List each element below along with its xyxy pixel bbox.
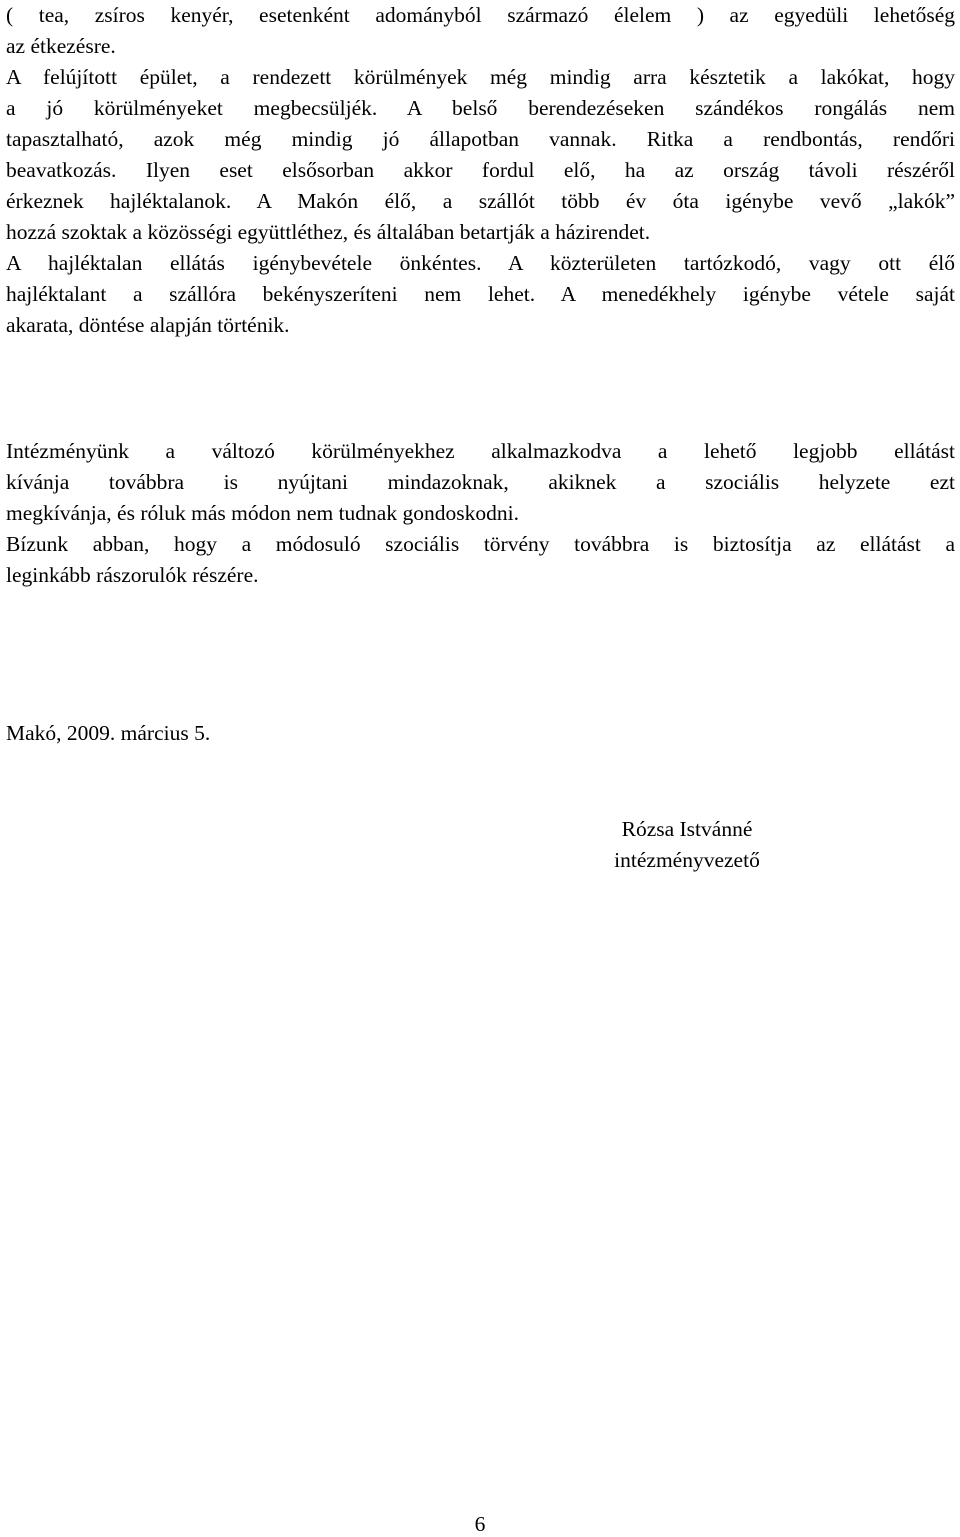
date-line: Makó, 2009. március 5. [6, 721, 211, 745]
paragraph-line: a jó körülményeket megbecsüljék. A belső berendezéseken szándékos rongálás nem [6, 96, 955, 120]
paragraph-line: megkívánja, és róluk más módon nem tudnak gondoskodni. [6, 501, 519, 525]
paragraph-line: beavatkozás. Ilyen eset elsősorban akkor fordul elő, ha az ország távoli részéről [6, 158, 955, 182]
paragraph-institution-outlook [6, 436, 955, 591]
paragraph-line: érkeznek hajléktalanok. A Makón élő, a szállót több év óta igénybe vevő „lakók” [6, 189, 955, 213]
page-number: 6 [474, 1512, 486, 1536]
paragraph-line: hajléktalant a szállóra bekényszeríteni nem lehet. A menedékhely igénybe vétele saját [6, 282, 955, 306]
paragraph-line: Bízunk abban, hogy a módosuló szociális törvény továbbra is biztosítja az ellátást a [6, 532, 955, 556]
paragraph-line: A felújított épület, a rendezett körülmények még mindig arra késztetik a lakókat, hogy [6, 65, 955, 89]
paragraph-line: akarata, döntése alapján történik. [6, 313, 290, 337]
paragraph-shelter-conditions [6, 0, 955, 341]
paragraph-line: ( tea, zsíros kenyér, esetenként adományból származó élelem ) az egyedüli lehetőség [6, 3, 955, 27]
signature-block [592, 814, 782, 876]
paragraph-line: kívánja továbbra is nyújtani mindazoknak, akiknek a szociális helyzete ezt [6, 470, 955, 494]
paragraph-line: tapasztalható, azok még mindig jó állapotban vannak. Ritka a rendbontás, rendőri [6, 127, 955, 151]
paragraph-line: A hajléktalan ellátás igénybevétele önkéntes. A közterületen tartózkodó, vagy ott élő [6, 251, 955, 275]
paragraph-line: leginkább rászorulók részére. [6, 563, 259, 587]
paragraph-line: hozzá szoktak a közösségi együttléthez, és általában betartják a házirendet. [6, 220, 651, 244]
signatory-name: Rózsa Istvánné [621, 817, 753, 841]
paragraph-line: az étkezésre. [6, 34, 116, 58]
paragraph-line: Intézményünk a változó körülményekhez alkalmazkodva a lehető legjobb ellátást [6, 439, 955, 463]
signatory-title: intézményvezető [614, 848, 760, 872]
